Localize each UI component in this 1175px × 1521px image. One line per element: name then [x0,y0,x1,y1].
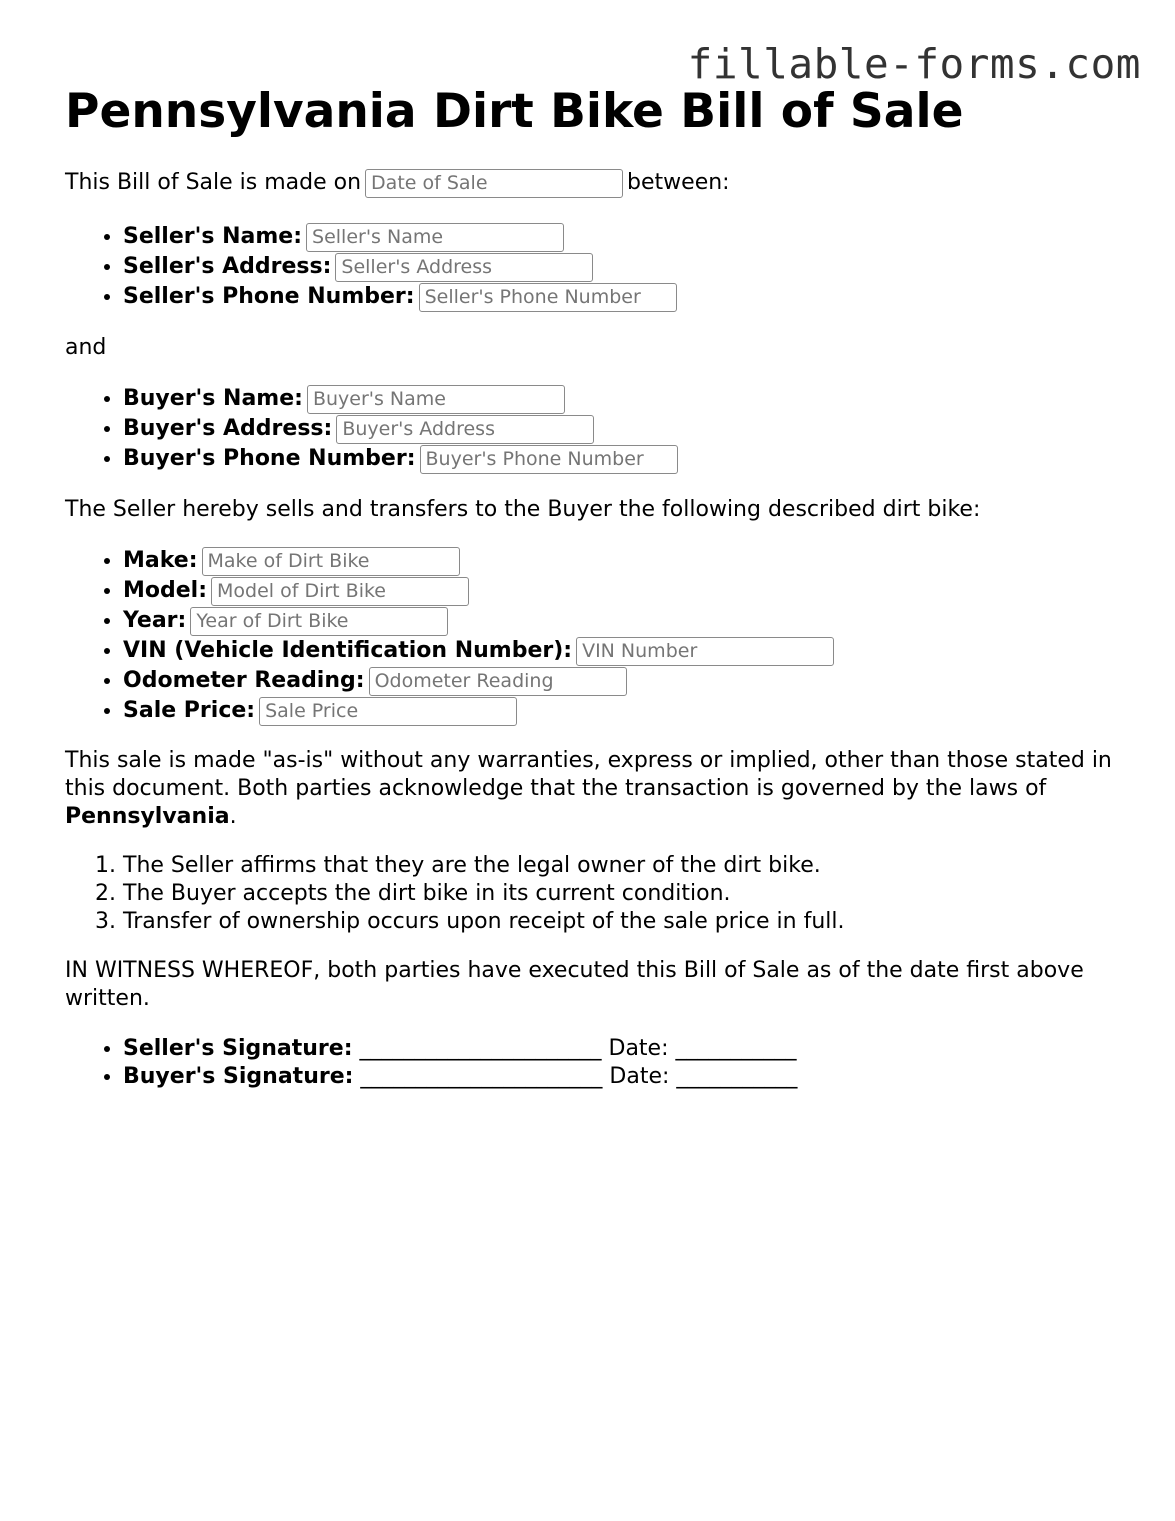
list-item [123,546,1125,576]
seller-signature-label: Seller's Signature: [123,1036,353,1061]
page-title: Pennsylvania Dirt Bike Bill of Sale [65,84,964,139]
seller-address-label: Seller's Address: [123,254,332,279]
seller-phone-label: Seller's Phone Number: [123,284,415,309]
buyer-name-field[interactable] [307,385,565,414]
list-item [123,222,1125,252]
buyer-phone-label: Buyer's Phone Number: [123,446,416,471]
list-item [123,666,1125,696]
list-item [123,444,1125,474]
sale-price-label: Sale Price: [123,698,256,723]
buyer-date-line[interactable]: ___________ [676,1064,798,1089]
year-label: Year: [123,608,187,633]
intro-paragraph [65,168,1125,200]
list-item [123,1034,1125,1062]
transfer-paragraph: The Seller hereby sells and transfers to the Buyer the following described dirt bike: [65,497,981,522]
seller-date-line[interactable]: ___________ [675,1036,797,1061]
make-field[interactable] [202,547,460,576]
year-field[interactable] [190,607,448,636]
seller-name-field[interactable] [306,223,564,252]
list-item: 2. The Buyer accepts the dirt bike in its current condition. [123,880,1125,908]
buyer-date-label: Date: [609,1064,670,1089]
seller-address-field[interactable] [335,253,593,282]
seller-name-label: Seller's Name: [123,224,303,249]
list-item [123,252,1125,282]
intro-after-text: between: [627,170,730,195]
buyer-signature-line[interactable]: ______________________ [360,1064,603,1089]
state-name: Pennsylvania [65,804,230,829]
terms-list [65,852,1125,936]
list-item [123,576,1125,606]
as-is-paragraph [65,747,1125,831]
odometer-field[interactable] [369,667,627,696]
buyer-address-label: Buyer's Address: [123,416,333,441]
seller-phone-field[interactable] [419,283,677,312]
buyer-phone-field[interactable] [420,445,678,474]
list-item: 3. Transfer of ownership occurs upon receipt of the sale price in full. [123,908,1125,936]
list-item [123,384,1125,414]
as-is-end: . [229,804,237,829]
buyer-info-list [65,384,1125,474]
date-of-sale-field[interactable] [365,169,623,198]
bike-details-list [65,546,1125,726]
list-item [123,696,1125,726]
signature-list [65,1034,1125,1090]
seller-info-list [65,222,1125,312]
odometer-label: Odometer Reading: [123,668,365,693]
and-text: and [65,335,107,360]
list-item [123,414,1125,444]
list-item [123,636,1125,666]
seller-date-label: Date: [608,1036,669,1061]
list-item [123,1062,1125,1090]
buyer-address-field[interactable] [336,415,594,444]
list-item: 1. The Seller affirms that they are the legal owner of the dirt bike. [123,852,1125,880]
vin-field[interactable] [576,637,834,666]
vin-label: VIN (Vehicle Identification Number): [123,638,573,663]
as-is-text: This sale is made "as-is" without any warranties, express or implied, other than those stated in this document. Both parties acknowledge that the transaction is governed by the laws of [65,748,1112,801]
document-body [65,168,1125,1090]
model-label: Model: [123,578,208,603]
seller-signature-line[interactable]: ______________________ [359,1036,602,1061]
make-label: Make: [123,548,198,573]
list-item [123,282,1125,312]
buyer-signature-label: Buyer's Signature: [123,1064,354,1089]
intro-before-text: This Bill of Sale is made on [65,170,362,195]
model-field[interactable] [211,577,469,606]
site-watermark: fillable-forms.com [687,40,1141,88]
witness-paragraph: IN WITNESS WHEREOF, both parties have executed this Bill of Sale as of the date first above written. [65,958,1084,1011]
sale-price-field[interactable] [259,697,517,726]
list-item [123,606,1125,636]
buyer-name-label: Buyer's Name: [123,386,303,411]
